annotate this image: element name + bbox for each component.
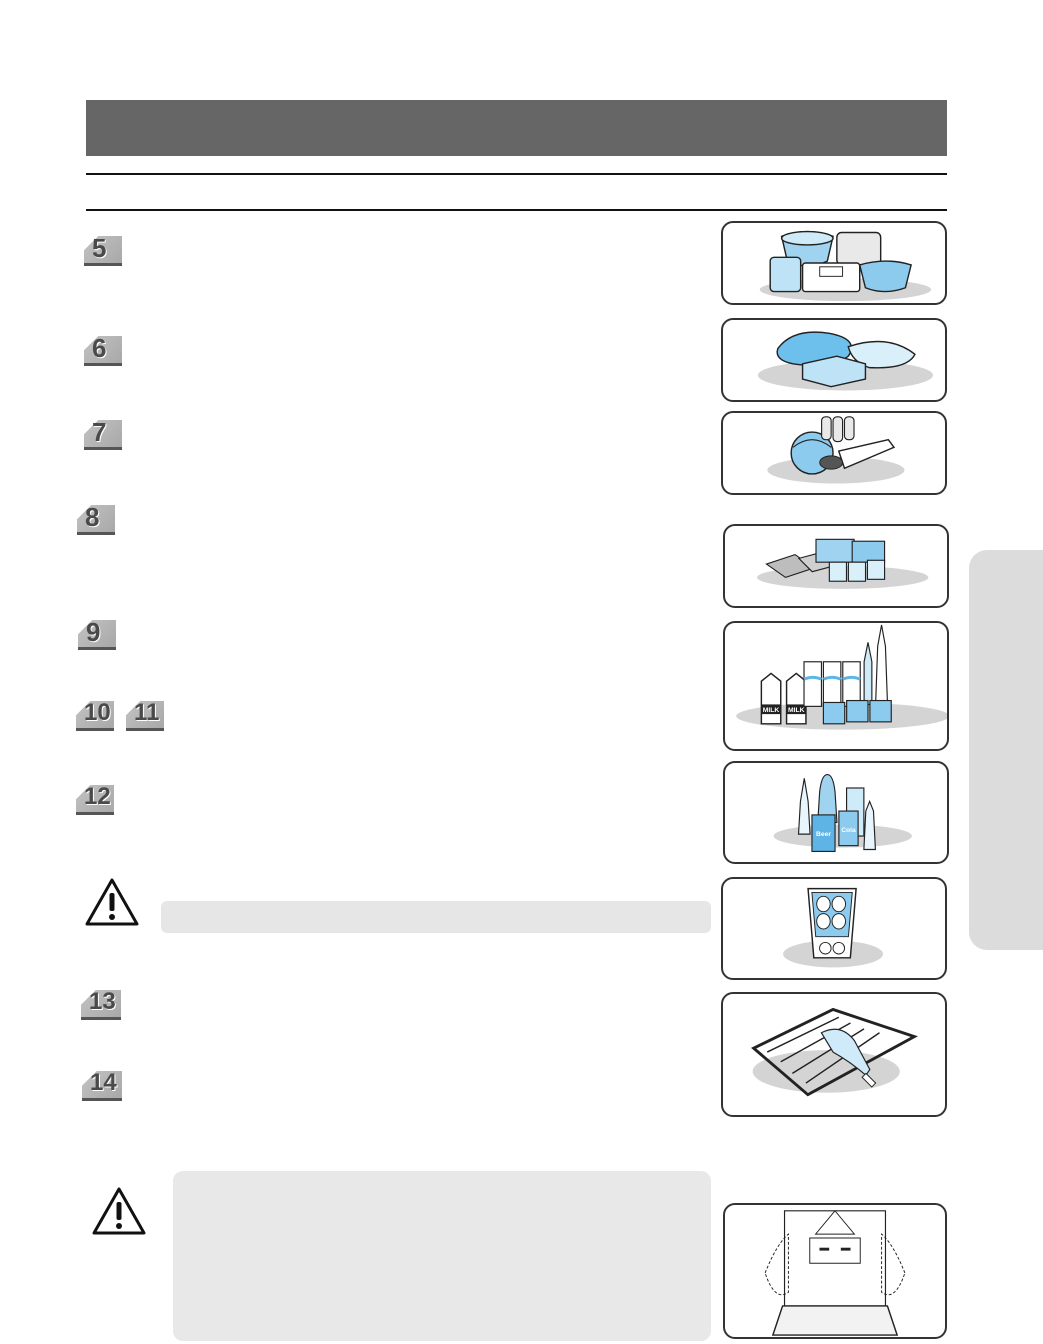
step-number-14: 14 xyxy=(82,1071,122,1101)
warning-triangle-icon xyxy=(84,876,140,928)
vegetables-illustration xyxy=(721,411,947,495)
caution-note-box xyxy=(173,1171,711,1341)
fridge-interior-illustration xyxy=(723,1203,947,1339)
containers-illustration xyxy=(721,221,947,305)
milk-label-1: MILK xyxy=(762,707,780,715)
drinks-illustration xyxy=(723,761,949,864)
meat-illustration xyxy=(721,318,947,402)
step-number-7: 7 xyxy=(84,420,122,450)
warning-triangle-icon xyxy=(91,1185,147,1237)
step-number-5: 5 xyxy=(84,236,122,266)
step-number-12: 12 xyxy=(76,785,114,815)
caution-note-bar xyxy=(161,901,711,933)
step-number-8: 8 xyxy=(77,505,115,535)
milk-label-2: MILK xyxy=(787,707,805,715)
eggs-illustration xyxy=(721,877,947,980)
step-number-9: 9 xyxy=(78,620,116,650)
step-number-13: 13 xyxy=(81,990,121,1020)
step-number-6: 6 xyxy=(84,336,122,366)
step-number-10: 10 xyxy=(76,701,114,731)
step-number-11: 11 xyxy=(126,701,164,731)
beer-label: Beer xyxy=(816,831,831,839)
header-rule-top xyxy=(86,173,947,175)
dairy-illustration xyxy=(723,524,949,608)
cola-label: Cola xyxy=(841,827,856,835)
wine-rack-illustration xyxy=(721,992,947,1117)
section-header-bar xyxy=(86,100,947,156)
milk-illustration xyxy=(723,621,949,751)
header-rule-bottom xyxy=(86,209,947,211)
side-chapter-tab xyxy=(969,550,1043,950)
